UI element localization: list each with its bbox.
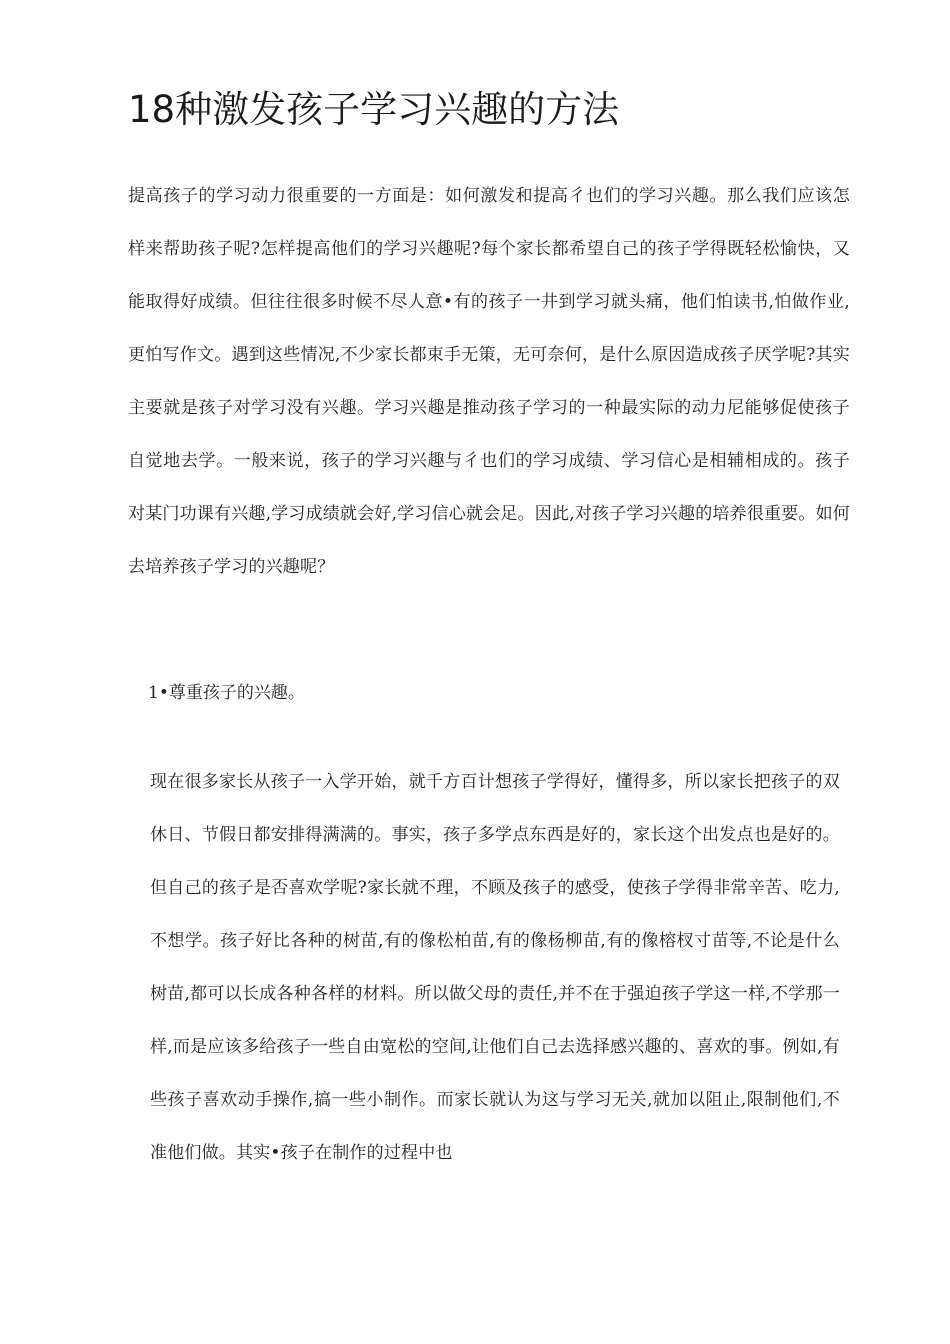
document-title: 18种激发孩子学习兴趣的方法 — [128, 88, 620, 131]
section-paragraph: 现在很多家长从孩子一入学开始，就千方百计想孩子学得好，懂得多，所以家长把孩子的双休日、节假日都安排得满满的。事实，孩子多学点东西是好的，家长这个出发点也是好的。但自己的孩子是否喜欢学呢?家长就不理，不顾及孩子的感受，使孩子学得非常辛苦、吃力,不想学。孩子好比各种的树苗,有的像松柏苗,有的像杨柳苗,有的像榕杈寸苗等,不论是什么树苗,都可以长成各种各样的材料。所以做父母的责任,并不在于强迫孩子学这一样,不学那一样,而是应该多给孩子一些自由宽松的空间,让他们自己去选择感兴趣的、喜欢的事。例如,有些孩子喜欢动手操作,搞一些小制作。而家长就认为这与学习无关,就加以阻止,限制他们,不准他们做。其实•孩子在制作的过程中也 — [150, 772, 840, 1163]
intro-paragraph: 提高孩子的学习动力很重要的一方面是：如何激发和提高彳也们的学习兴趣。那么我们应该怎样来帮助孩子呢?怎样提高他们的学习兴趣呢?每个家长都希望自己的孩子学得既轻松愉快，又能取得好成绩。但往往很多时候不尽人意•有的孩子一井到学习就头痛，他们怕读书,怕做作业,更怕写作文。遇到这些情况,不少家长都束手无策，无可奈何，是什么原因造成孩子厌学呢?其实主要就是孩子对学习没有兴趣。学习兴趣是推动孩子学习的一种最实际的动力尼能够促使孩子自觉地去学。一般来说，孩子的学习兴趣与彳也们的学习成绩、学习信心是相辅相成的。孩子对某门功课有兴趣,学习成绩就会好,学习信心就会足。因此,对孩子学习兴趣的培养很重要。如何去培养孩子学习的兴趣呢？ — [128, 186, 851, 577]
section-heading: 1•尊重孩子的兴趣。 — [148, 683, 305, 703]
